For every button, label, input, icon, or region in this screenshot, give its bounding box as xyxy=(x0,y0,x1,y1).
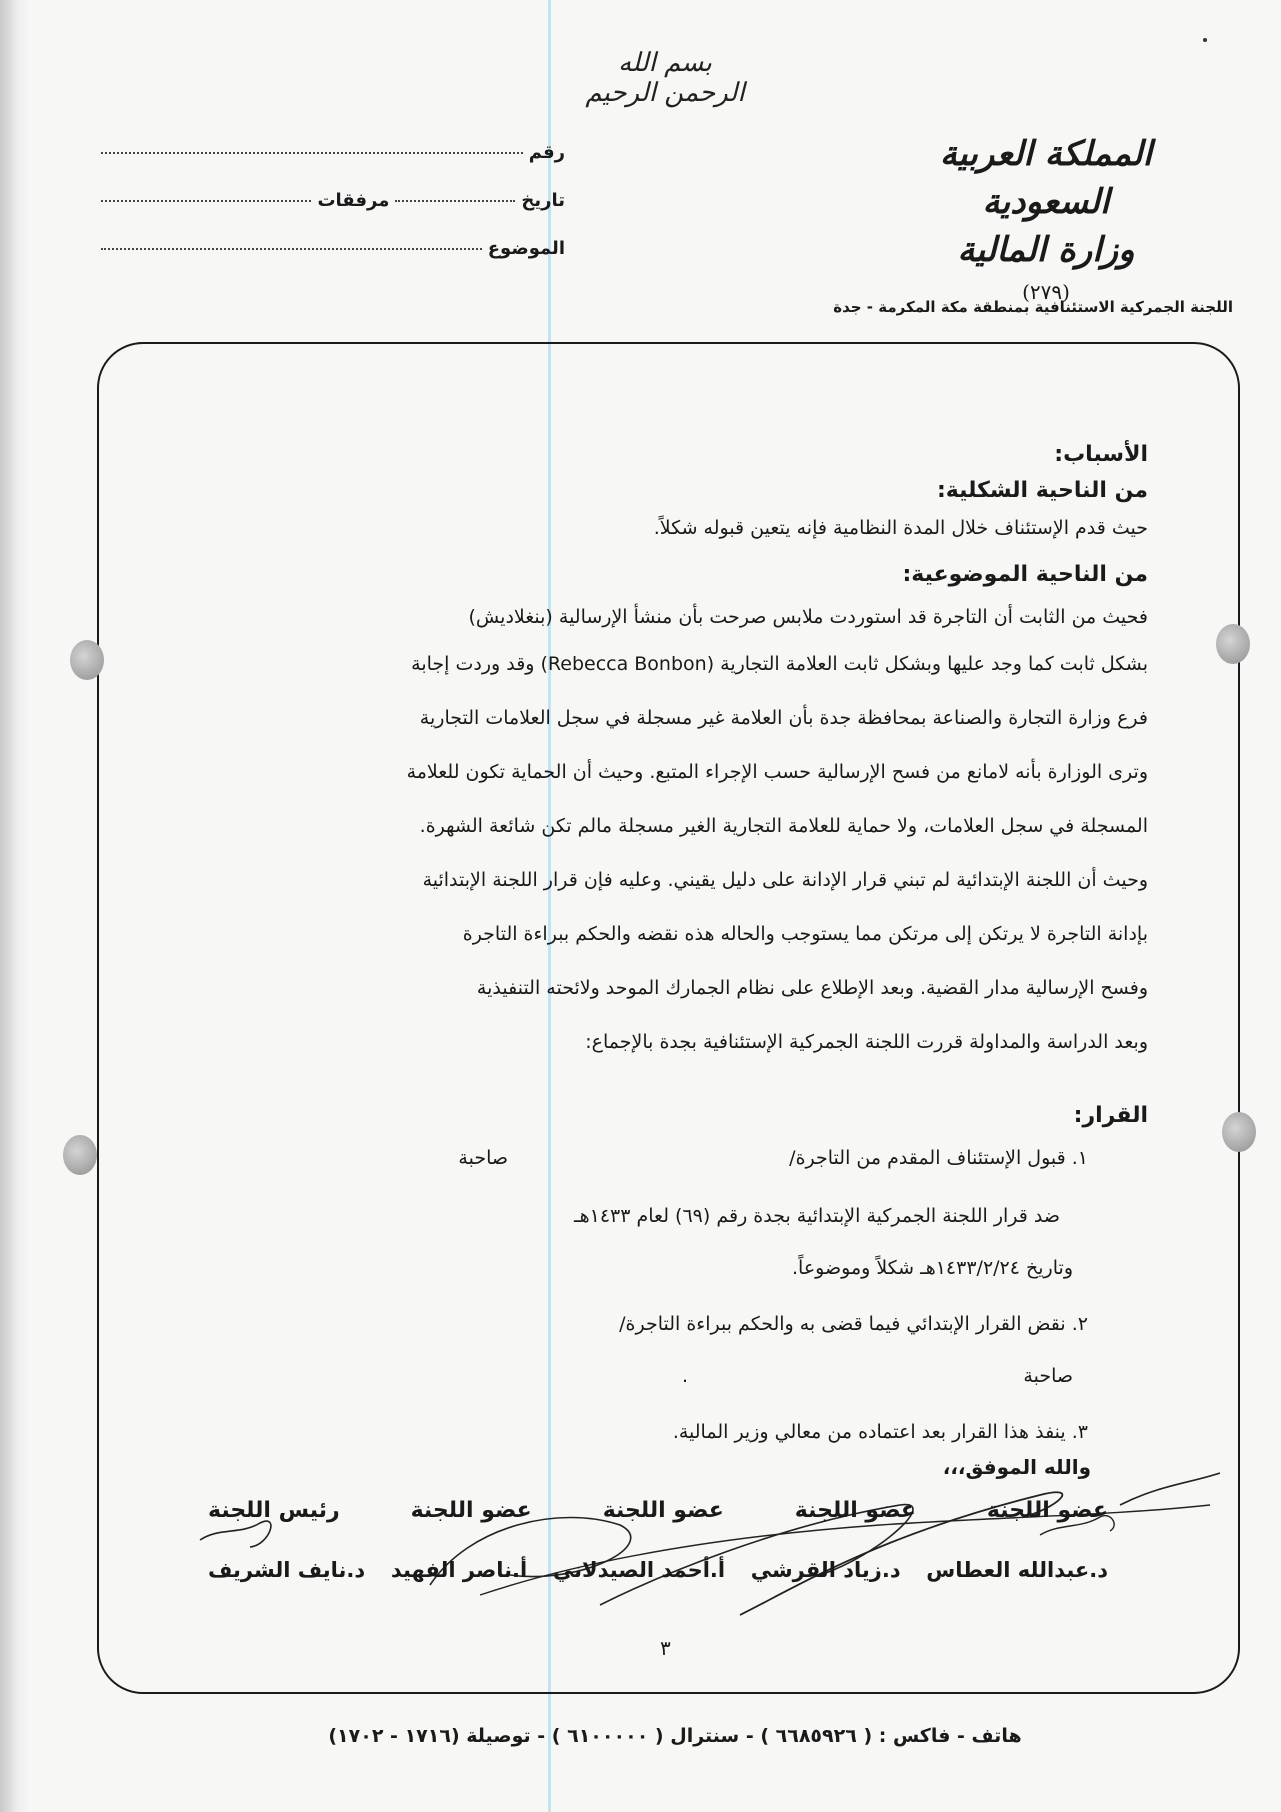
decision-item-1-line2: ضد قرار اللجنة الجمركية الإبتدائية بجدة رقم (٦٩) لعام ١٤٣٣هـ xyxy=(574,1205,1060,1227)
ministry-name: وزارة المالية xyxy=(957,230,1135,270)
appellant-title: صاحبة xyxy=(458,1147,508,1169)
paragraph-line: فرع وزارة التجارة والصناعة بمحافظة جدة بأن العلامة غير مسجلة في سجل العلامات التجارية xyxy=(419,707,1148,729)
paragraph-line: بشكل ثابت كما وجد عليها وبشكل ثابت العلامة التجارية (Rebecca Bonbon) وقد وردت إجابة xyxy=(411,653,1148,675)
attachments-dotted-line xyxy=(101,199,311,202)
decision-item-2-line1: ٢. نقض القرار الإبتدائي فيما قضى به والحكم ببراءة التاجرة/ xyxy=(619,1313,1088,1335)
appellant-title: صاحبة xyxy=(1023,1365,1073,1387)
paragraph-line: بإدانة التاجرة لا يرتكن إلى مرتكن مما يستوجب والحاله هذه نقضه والحكم ببراءة التاجرة xyxy=(462,923,1148,945)
decision-item-1-line2-row xyxy=(170,1194,1148,1238)
decision-item-2 xyxy=(170,1302,1148,1346)
paragraph-line: المسجلة في سجل العلامات، ولا حماية للعلامة التجارية الغير مسجلة مالم تكن شائعة الشهرة. xyxy=(419,815,1148,837)
signatory-name: د.زياد القرشي xyxy=(750,1558,901,1582)
paragraph-line: فحيث من الثابت أن التاجرة قد استوردت ملابس صرحت بأن منشأ الإرسالية (بنغلاديش) xyxy=(468,606,1148,628)
date-field xyxy=(95,176,565,224)
attachments-label: مرفقات xyxy=(317,189,390,211)
date-dotted-line xyxy=(395,199,515,202)
signatory-name: د.نايف الشريف xyxy=(208,1558,366,1582)
decision-item-3 xyxy=(170,1410,1148,1454)
reference-number: (٢٧٩) xyxy=(1022,280,1070,304)
decision-heading: القرار: xyxy=(1073,1103,1148,1128)
signatory-title: عضو اللجنة xyxy=(794,1498,916,1523)
letter-meta-fields xyxy=(95,128,565,272)
decision-item-1-line3-row xyxy=(170,1246,1148,1290)
punch-hole xyxy=(70,640,104,680)
signatory-titles xyxy=(208,1498,1108,1523)
decision-section xyxy=(170,1103,1148,1454)
substantive-paragraph xyxy=(170,597,1148,1069)
signatory-title: رئيس اللجنة xyxy=(208,1498,340,1523)
reasons-heading: الأسباب: xyxy=(1054,442,1148,467)
signatory-title: عضو اللجنة xyxy=(986,1498,1108,1523)
decision-item-1-line1: ١. قبول الإستئناف المقدم من التاجرة/ xyxy=(789,1147,1088,1169)
decision-item-1 xyxy=(170,1136,1148,1180)
speck-mark xyxy=(1203,38,1207,42)
substantive-heading: من الناحية الموضوعية: xyxy=(902,562,1148,587)
signatory-name: د.عبدالله العطاس xyxy=(926,1558,1108,1582)
formal-text: حيث قدم الإستئناف خلال المدة النظامية فإنه يتعين قبوله شكلاً. xyxy=(653,517,1148,539)
paragraph-line: وترى الوزارة بأنه لامانع من فسح الإرسالية حسب الإجراء المتبع. وحيث أن الحماية تكون للعلامة xyxy=(406,761,1148,783)
paragraph-line: وحيث أن اللجنة الإبتدائية لم تبني قرار الإدانة على دليل يقيني. وعليه فإن قرار اللجنة الإبتدائية xyxy=(422,869,1148,891)
decision-item-3-text: ٣. ينفذ هذا القرار بعد اعتماده من معالي وزير المالية. xyxy=(672,1421,1088,1443)
page-edge-shadow xyxy=(0,0,30,1812)
basmala: بسم الله الرحمن الرحيم xyxy=(585,48,745,108)
signatory-title: عضو اللجنة xyxy=(602,1498,724,1523)
signatory-names xyxy=(208,1558,1108,1582)
formal-heading: من الناحية الشكلية: xyxy=(936,478,1148,503)
signatory-name: أ.ناصر الفهيد xyxy=(390,1558,528,1582)
kingdom-name: المملكة العربية السعودية xyxy=(939,134,1153,222)
subject-field xyxy=(95,224,565,272)
paragraph-line: وبعد الدراسة والمداولة قررت اللجنة الجمركية الإستئنافية بجدة بالإجماع: xyxy=(585,1031,1148,1053)
signatory-title: عضو اللجنة xyxy=(410,1498,532,1523)
footer-contact: هاتف - فاكس : ( ٦٦٨٥٩٢٦ ) - سنترال ( ٦١٠٠٠٠٠ ) - توصيلة (١٧١٦ - ١٧٠٢) xyxy=(328,1725,1022,1747)
page-number: ٣ xyxy=(660,1636,671,1660)
number-label: رقم xyxy=(528,141,565,163)
punch-hole xyxy=(1216,624,1250,664)
decision-item-2-dot: . xyxy=(681,1365,688,1387)
reasons-section xyxy=(170,437,1148,1069)
signature-scribbles xyxy=(180,1465,1220,1625)
date-label: تاريخ xyxy=(521,189,565,211)
decision-item-1-line3: وتاريخ ١٤٣٣/٢/٢٤هـ شكلاً وموضوعاً. xyxy=(792,1257,1073,1279)
paragraph-line: وفسح الإرسالية مدار القضية. وبعد الإطلاع على نظام الجمارك الموحد ولائحته التنفيذية xyxy=(476,977,1148,999)
subject-dotted-line xyxy=(101,247,482,250)
number-dotted-line xyxy=(101,151,523,154)
decision-item-2-line2-row xyxy=(170,1354,1148,1398)
committee-name: اللجنة الجمركية الاستئنافية بمنطقة مكة المكرمة - جدة xyxy=(833,298,1233,316)
punch-hole xyxy=(1222,1112,1256,1152)
signatory-name: أ.أحمد الصيدلاني xyxy=(552,1558,726,1582)
closing-phrase: والله الموفق،،، xyxy=(942,1455,1091,1479)
number-field xyxy=(95,128,565,176)
punch-hole xyxy=(63,1135,97,1175)
subject-label: الموضوع xyxy=(487,237,565,259)
letterhead xyxy=(896,130,1196,304)
